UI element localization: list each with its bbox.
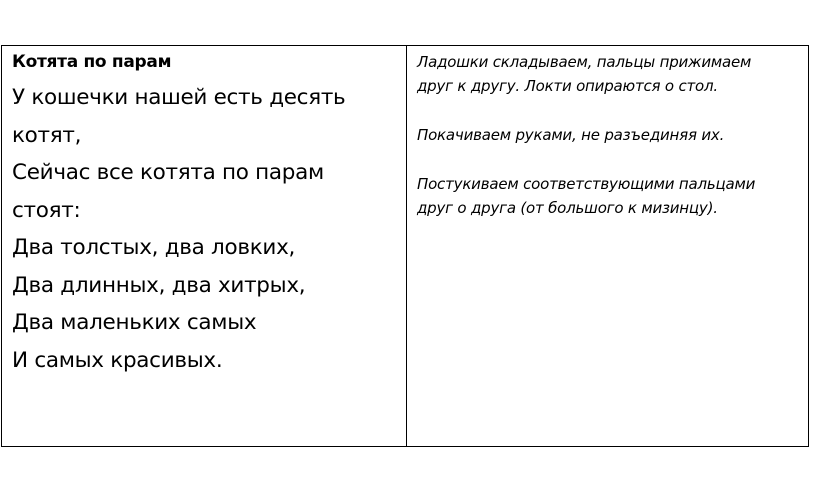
poem-title: Котята по парам	[12, 52, 172, 72]
instruction-line: Постукиваем соответствующими пальцами	[417, 175, 756, 193]
poem-line: Два длинных, два хитрых,	[12, 272, 306, 298]
instruction-paragraph-2	[417, 123, 808, 147]
poem-line: стоят:	[12, 197, 81, 223]
poem-line: И самых красивых.	[12, 347, 223, 373]
instruction-line: Покачиваем руками, не разъединяя их.	[417, 126, 725, 144]
instruction-paragraph-1	[417, 50, 808, 98]
poem-line: Два толстых, два ловких,	[12, 235, 296, 260]
poem-line: Два маленьких самых	[12, 310, 257, 335]
instruction-paragraph-3	[417, 172, 808, 220]
instruction-line: друг к другу. Локти опираются о стол.	[417, 77, 718, 95]
instruction-line: друг о друга (от большого к мизинцу).	[417, 199, 718, 217]
poem-cell	[2, 46, 407, 446]
poem-line: котят,	[12, 122, 82, 148]
poem-line: Сейчас все котята по парам	[12, 160, 324, 185]
poem-line: У кошечки нашей есть десять	[12, 85, 346, 110]
exercise-table	[1, 45, 809, 447]
instruction-line: Ладошки складываем, пальцы прижимаем	[417, 53, 752, 71]
instructions	[417, 50, 808, 220]
instructions-cell	[407, 46, 808, 446]
